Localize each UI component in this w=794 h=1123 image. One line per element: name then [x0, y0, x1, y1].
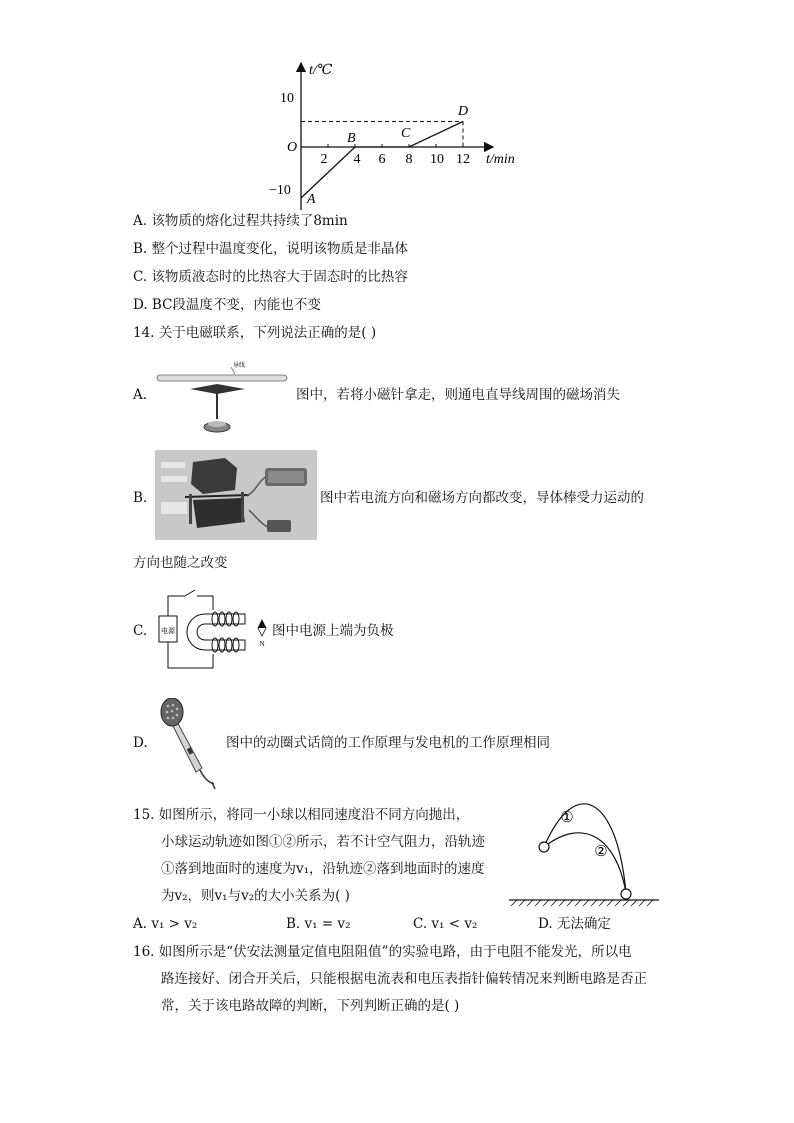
trajectory-label-1: ①: [560, 810, 574, 826]
temperature-time-graph: [260, 55, 540, 215]
motor-principle-photo: [155, 450, 317, 540]
ball-start: [539, 842, 549, 852]
q14-option-a-text: 图中，若将小磁针拿走，则通电直导线周围的磁场消失: [296, 387, 620, 403]
q16-stem-line-2: 路连接好、闭合开关后，只能根据电流表和电压表指针偏转情况来判断电路是否正: [161, 971, 647, 987]
q15-option-a: A. v₁ > v₂: [133, 916, 198, 932]
compass-n-label: N: [259, 640, 265, 648]
x-tick-2: 2: [320, 152, 328, 167]
point-label-D: D: [458, 104, 469, 119]
q16-stem-line-1: 16. 如图所示是“伏安法测量定值电阻阻值”的实验电路，由于电阻不能发光，所以电: [133, 944, 632, 960]
q15-stem-line-4: 为v₂，则v₁与v₂的大小关系为( ): [161, 888, 350, 904]
trajectory-2: [544, 833, 626, 893]
q14-stem: 14. 关于电磁联系，下列说法正确的是( ): [133, 325, 377, 341]
x-tick-4: 4: [353, 152, 361, 167]
origin-label: O: [287, 140, 298, 155]
x-tick-8: 8: [405, 152, 413, 167]
q15-stem-line-1: 15. 如图所示，将同一小球以相同速度沿不同方向抛出，: [133, 807, 470, 823]
y-tick-neg10: −10: [269, 183, 291, 198]
q14-option-b-text-cont: 方向也随之改变: [133, 555, 228, 571]
q14-option-c-label: C.: [133, 623, 148, 639]
y-axis-label: t/℃: [309, 63, 333, 78]
projectile-trajectory-figure: [505, 800, 665, 912]
q14-option-c-text: 图中电源上端为负极: [272, 623, 394, 639]
y-tick-10: 10: [280, 91, 294, 106]
x-axis-label: t/min: [486, 152, 515, 167]
trajectory-label-2: ②: [594, 844, 608, 860]
ball-end: [621, 889, 631, 899]
q14-option-a-label: A.: [133, 387, 148, 403]
q16-stem-line-3: 常，关于该电路故障的判断，下列判断正确的是( ): [161, 998, 460, 1014]
q15-stem-line-2: 小球运动轨迹如图①②所示，若不计空气阻力，沿轨迹: [161, 834, 485, 850]
q13-option-c: C. 该物质液态时的比热容大于固态时的比热容: [133, 269, 408, 285]
q14-option-b-label: B.: [133, 490, 148, 506]
q14-option-b-text: 图中若电流方向和磁场方向都改变，导体棒受力运动的: [320, 490, 644, 506]
q15-stem-line-3: ①落到地面时的速度为v₁，沿轨迹②落到地面时的速度: [161, 861, 485, 877]
q15-option-b: B. v₁ = v₂: [286, 916, 351, 932]
q14-option-d-text: 图中的动圈式话筒的工作原理与发电机的工作原理相同: [226, 735, 550, 751]
point-label-B: B: [347, 131, 356, 146]
point-label-C: C: [401, 126, 411, 141]
q13-option-b: B. 整个过程中温度变化，说明该物质是非晶体: [133, 241, 409, 257]
q13-option-a: A. 该物质的熔化过程共持续了8min: [133, 213, 348, 229]
q15-option-d: D. 无法确定: [538, 916, 611, 932]
wire-label: 导线: [233, 363, 246, 369]
x-tick-6: 6: [378, 152, 386, 167]
q14-option-d-label: D.: [133, 735, 148, 751]
oersted-experiment-figure: [155, 357, 290, 437]
x-tick-12: 12: [456, 152, 470, 167]
power-source-label: 电源: [161, 627, 175, 635]
q15-option-c: C. v₁ < v₂: [413, 916, 478, 932]
x-tick-10: 10: [430, 152, 444, 167]
point-label-A: A: [307, 192, 316, 207]
dynamic-microphone-figure: [158, 698, 223, 790]
electromagnet-figure: [155, 588, 270, 673]
trajectory-1: [544, 804, 626, 893]
q13-option-d: D. BC段温度不变，内能也不变: [133, 297, 321, 313]
